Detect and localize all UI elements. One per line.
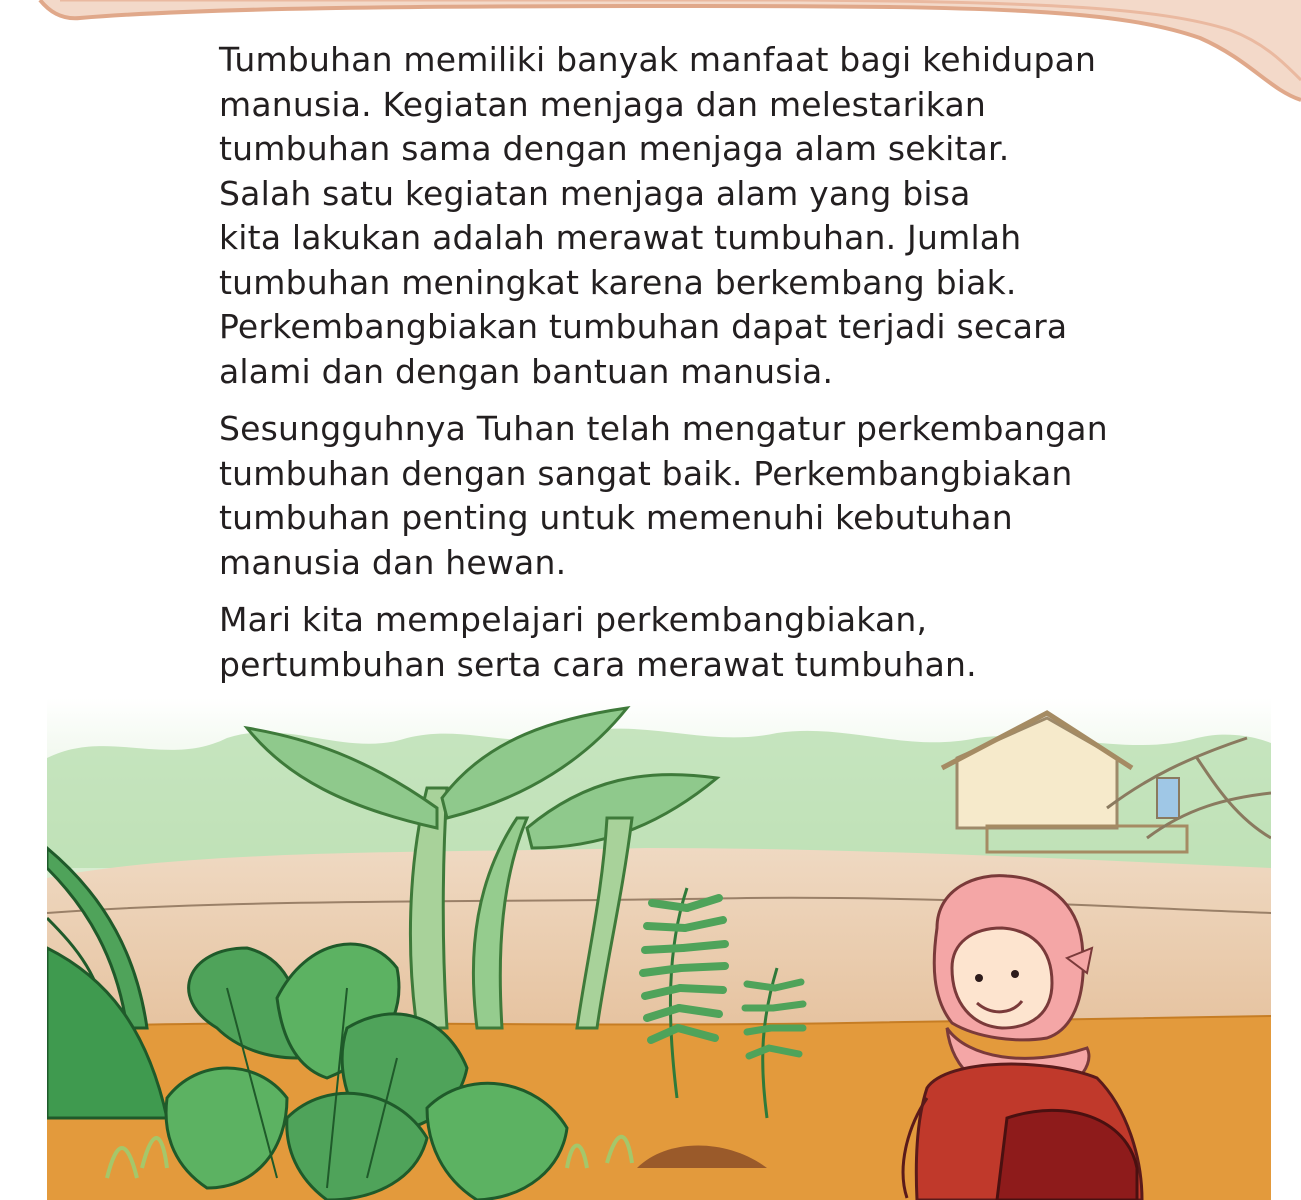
paragraph-line: manusia dan hewan. — [219, 542, 567, 582]
paragraph-line: alami dan dengan bantuan manusia. — [219, 351, 834, 391]
left-eye — [975, 974, 983, 982]
right-eye — [1011, 970, 1019, 978]
paragraph-line: tumbuhan sama dengan menjaga alam sekitar. — [219, 129, 1010, 168]
garden-illustration — [47, 698, 1271, 1200]
paragraph-1 — [219, 38, 1219, 394]
paragraph-line: Sesungguhnya Tuhan telah mengatur perkembangan — [219, 409, 1108, 448]
body-text — [219, 38, 1219, 700]
paragraph-line: Tumbuhan memiliki banyak manfaat bagi kehidupan — [219, 40, 1097, 79]
paragraph-3 — [219, 598, 1219, 687]
paragraph-line: Salah satu kegiatan menjaga alam yang bisa — [219, 173, 971, 213]
paragraph-2 — [219, 407, 1219, 585]
paragraph-line: Perkembangbiakan tumbuhan dapat terjadi secara — [219, 307, 1068, 346]
paragraph-line: pertumbuhan serta cara merawat tumbuhan. — [219, 644, 977, 684]
paragraph-line: Mari kita mempelajari perkembangbiakan, — [219, 600, 928, 639]
paragraph-line: tumbuhan penting untuk memenuhi kebutuhan — [219, 498, 1013, 537]
paragraph-line: tumbuhan meningkat karena berkembang biak. — [219, 262, 1017, 302]
paragraph-line: kita lakukan adalah merawat tumbuhan. Jumlah — [219, 218, 1022, 257]
paragraph-line: tumbuhan dengan sangat baik. Perkembangbiakan — [219, 453, 1073, 493]
paragraph-line: manusia. Kegiatan menjaga dan melestarikan — [219, 84, 987, 124]
